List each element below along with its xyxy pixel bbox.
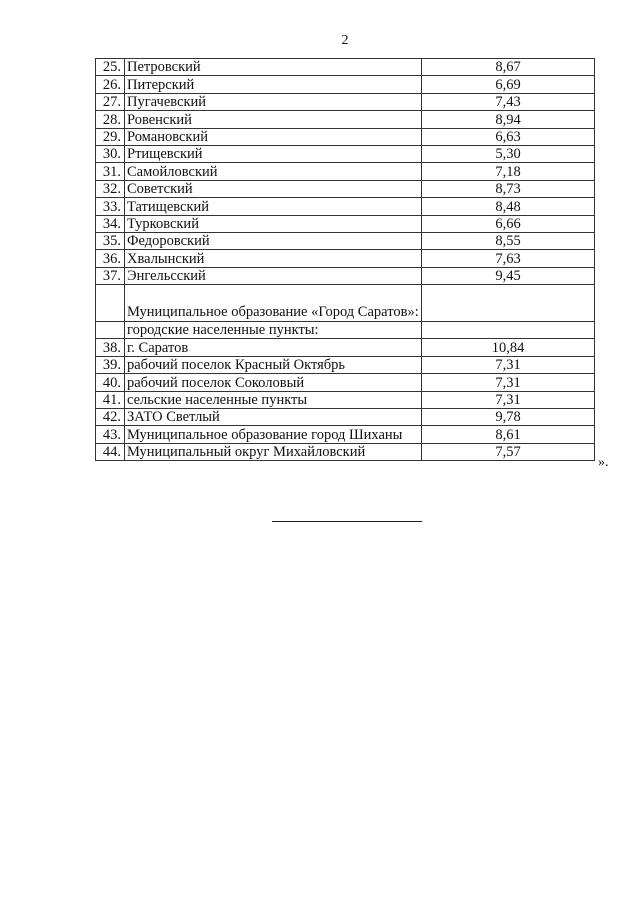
table-row	[96, 250, 595, 267]
row-name: Энгельсский	[125, 267, 422, 284]
row-value: 8,55	[422, 232, 595, 249]
table-row	[96, 232, 595, 249]
row-name: сельские населенные пункты	[125, 391, 422, 408]
row-value: 7,18	[422, 163, 595, 180]
row-value	[422, 285, 595, 322]
row-value: 8,67	[422, 59, 595, 76]
row-value: 7,31	[422, 374, 595, 391]
row-number	[96, 285, 125, 322]
row-value: 7,43	[422, 93, 595, 110]
table-row	[96, 128, 595, 145]
row-name: Турковский	[125, 215, 422, 232]
table-row	[96, 409, 595, 426]
row-value: 7,63	[422, 250, 595, 267]
coefficients-table	[95, 58, 595, 461]
table-row	[96, 93, 595, 110]
row-value	[422, 322, 595, 339]
row-name: Федоровский	[125, 232, 422, 249]
row-number: 35.	[96, 232, 125, 249]
row-name: Ртищевский	[125, 145, 422, 162]
row-value: 8,94	[422, 111, 595, 128]
table-row	[96, 59, 595, 76]
row-name: Петровский	[125, 59, 422, 76]
table-row	[96, 356, 595, 373]
group-header: Муниципальное образование «Город Саратов»:	[125, 285, 422, 322]
table-row	[96, 215, 595, 232]
table-row	[96, 198, 595, 215]
row-value: 7,57	[422, 443, 595, 460]
table-row	[96, 111, 595, 128]
table-row	[96, 374, 595, 391]
row-number: 34.	[96, 215, 125, 232]
row-value: 9,45	[422, 267, 595, 284]
row-number: 27.	[96, 93, 125, 110]
row-name: Ровенский	[125, 111, 422, 128]
table-row	[96, 180, 595, 197]
closing-quote: ».	[598, 455, 609, 470]
row-name: Самойловский	[125, 163, 422, 180]
row-number: 26.	[96, 76, 125, 93]
table-row	[96, 163, 595, 180]
row-number: 41.	[96, 391, 125, 408]
row-number	[96, 322, 125, 339]
row-value: 6,69	[422, 76, 595, 93]
row-value: 8,48	[422, 198, 595, 215]
table-row	[96, 391, 595, 408]
row-name: рабочий поселок Красный Октябрь	[125, 356, 422, 373]
row-number: 42.	[96, 409, 125, 426]
row-value: 9,78	[422, 409, 595, 426]
row-number: 44.	[96, 443, 125, 460]
row-number: 33.	[96, 198, 125, 215]
row-name: Романовский	[125, 128, 422, 145]
row-number: 29.	[96, 128, 125, 145]
row-value: 5,30	[422, 145, 595, 162]
row-number: 25.	[96, 59, 125, 76]
table-row	[96, 426, 595, 443]
row-name: рабочий поселок Соколовый	[125, 374, 422, 391]
row-name: Питерский	[125, 76, 422, 93]
row-number: 32.	[96, 180, 125, 197]
table-row	[96, 267, 595, 284]
row-number: 43.	[96, 426, 125, 443]
row-value: 7,31	[422, 356, 595, 373]
row-name: Пугачевский	[125, 93, 422, 110]
group-header-row	[96, 285, 595, 322]
row-number: 37.	[96, 267, 125, 284]
table-row	[96, 339, 595, 356]
row-name: Муниципальное образование город Шиханы	[125, 426, 422, 443]
row-value: 7,31	[422, 391, 595, 408]
row-number: 39.	[96, 356, 125, 373]
row-name: Советский	[125, 180, 422, 197]
row-value: 6,66	[422, 215, 595, 232]
row-name: ЗАТО Светлый	[125, 409, 422, 426]
row-name: Муниципальный округ Михайловский	[125, 443, 422, 460]
separator-line	[272, 521, 422, 522]
row-number: 30.	[96, 145, 125, 162]
row-number: 28.	[96, 111, 125, 128]
subgroup-header: городские населенные пункты:	[125, 322, 422, 339]
row-value: 8,73	[422, 180, 595, 197]
table-row	[96, 76, 595, 93]
row-value: 10,84	[422, 339, 595, 356]
row-name: Хвалынский	[125, 250, 422, 267]
page-number: 2	[341, 33, 349, 48]
row-number: 38.	[96, 339, 125, 356]
row-value: 6,63	[422, 128, 595, 145]
row-number: 31.	[96, 163, 125, 180]
row-number: 36.	[96, 250, 125, 267]
row-name: Татищевский	[125, 198, 422, 215]
row-number: 40.	[96, 374, 125, 391]
table-row	[96, 145, 595, 162]
table-row	[96, 443, 595, 460]
row-name: г. Саратов	[125, 339, 422, 356]
subgroup-header-row	[96, 322, 595, 339]
row-value: 8,61	[422, 426, 595, 443]
